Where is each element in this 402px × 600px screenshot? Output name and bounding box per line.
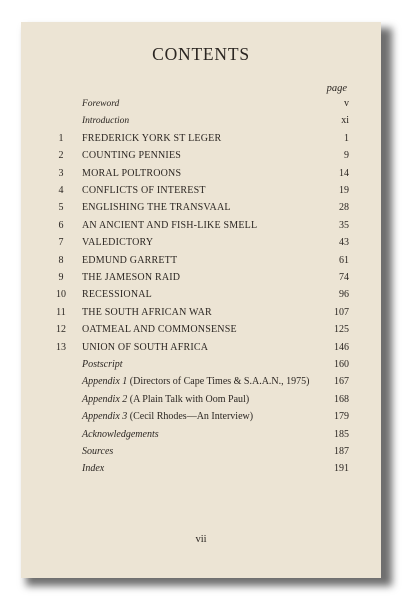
chapter-number: 8 bbox=[58, 254, 64, 266]
entry-page: 19 bbox=[339, 185, 349, 196]
entry-label: Sources bbox=[82, 446, 114, 457]
toc-row-chapter bbox=[21, 253, 381, 269]
chapter-title: OATMEAL AND COMMONSENSE bbox=[82, 324, 237, 336]
entry-detail: (Cecil Rhodes—An Interview) bbox=[127, 411, 254, 423]
page-column-label: page bbox=[326, 83, 347, 94]
chapter-number: 5 bbox=[58, 202, 64, 214]
chapter-number: 6 bbox=[58, 219, 64, 231]
chapter-number: 13 bbox=[56, 341, 66, 353]
toc-row-chapter bbox=[21, 148, 381, 164]
entry-page: 191 bbox=[334, 463, 349, 475]
entry-page: 35 bbox=[339, 219, 349, 231]
entry-page: 96 bbox=[339, 289, 349, 301]
toc-row-back-matter bbox=[21, 444, 381, 460]
entry-page: 28 bbox=[339, 202, 349, 214]
page-folio: vii bbox=[195, 534, 207, 545]
entry-page: 107 bbox=[334, 306, 349, 318]
toc-row-back-matter bbox=[21, 392, 381, 408]
chapter-number: 10 bbox=[56, 289, 66, 301]
entry-page: 1 bbox=[344, 132, 349, 144]
entry-page: 43 bbox=[339, 237, 349, 249]
toc-row-chapter bbox=[21, 340, 381, 356]
book-page bbox=[21, 22, 381, 578]
chapter-title: THE JAMESON RAID bbox=[82, 272, 181, 283]
entry-page: 146 bbox=[334, 341, 349, 353]
chapter-number: 1 bbox=[58, 132, 64, 144]
entry-title bbox=[82, 374, 309, 390]
toc-row-chapter bbox=[21, 131, 381, 147]
entry-detail: (A Plain Talk with Oom Paul) bbox=[127, 393, 250, 405]
toc-row-chapter bbox=[21, 270, 381, 286]
entry-label: Appendix 3 bbox=[82, 411, 128, 423]
entry-title bbox=[82, 392, 249, 408]
chapter-number: 4 bbox=[58, 185, 64, 196]
entry-title bbox=[82, 427, 159, 443]
entry-page: 179 bbox=[334, 411, 349, 423]
entry-page: 160 bbox=[334, 359, 349, 370]
entry-page: v bbox=[344, 98, 349, 109]
toc-row-chapter bbox=[21, 166, 381, 182]
chapter-title: AN ANCIENT AND FISH-LIKE SMELL bbox=[82, 219, 258, 231]
chapter-title: VALEDICTORY bbox=[82, 237, 154, 249]
entry-title: Introduction bbox=[82, 116, 130, 127]
entry-page: xi bbox=[341, 115, 349, 127]
entry-title bbox=[82, 461, 104, 477]
entry-label: Acknowledgements bbox=[82, 428, 159, 440]
chapter-number: 2 bbox=[58, 150, 64, 162]
entry-title bbox=[82, 409, 253, 425]
chapter-title: ENGLISHING THE TRANSVAAL bbox=[82, 202, 231, 214]
chapter-number: 12 bbox=[56, 324, 66, 336]
entry-page: 125 bbox=[334, 324, 349, 336]
toc-row-chapter bbox=[21, 183, 381, 199]
toc-row-chapter bbox=[21, 200, 381, 216]
toc-row-chapter bbox=[21, 218, 381, 234]
chapter-title: CONFLICTS OF INTEREST bbox=[82, 185, 206, 196]
chapter-title: FREDERICK YORK ST LEGER bbox=[82, 132, 222, 144]
chapter-title: EDMUND GARRETT bbox=[82, 254, 178, 266]
entry-title bbox=[82, 444, 113, 460]
chapter-number: 7 bbox=[58, 237, 64, 249]
chapter-title: THE SOUTH AFRICAN WAR bbox=[82, 306, 212, 318]
entry-page: 9 bbox=[344, 150, 349, 162]
chapter-title: RECESSIONAL bbox=[82, 289, 152, 301]
entry-page: 14 bbox=[339, 167, 349, 179]
toc-row-front-matter bbox=[21, 113, 381, 129]
toc-row-back-matter bbox=[21, 409, 381, 425]
chapter-title: MORAL POLTROONS bbox=[82, 167, 182, 179]
entry-detail: (Directors of Cape Times & S.A.A.N., 1975) bbox=[127, 376, 310, 388]
entry-label: Appendix 2 bbox=[82, 393, 128, 405]
toc-row-back-matter bbox=[21, 427, 381, 443]
toc-row-chapter bbox=[21, 235, 381, 251]
entry-page: 61 bbox=[339, 254, 349, 266]
entry-page: 74 bbox=[339, 272, 349, 283]
toc-row-chapter bbox=[21, 305, 381, 321]
entry-title bbox=[82, 357, 123, 373]
entry-label: Index bbox=[82, 463, 105, 475]
toc-row-chapter bbox=[21, 287, 381, 303]
chapter-title: UNION OF SOUTH AFRICA bbox=[82, 341, 209, 353]
chapter-number: 11 bbox=[56, 306, 66, 318]
toc-row-front-matter bbox=[21, 96, 381, 112]
entry-label: Postscript bbox=[82, 359, 123, 370]
chapter-number: 3 bbox=[58, 167, 64, 179]
entry-page: 187 bbox=[334, 446, 349, 457]
entry-label: Appendix 1 bbox=[82, 376, 128, 388]
toc-row-back-matter bbox=[21, 374, 381, 390]
toc-row-back-matter bbox=[21, 461, 381, 477]
chapter-title: COUNTING PENNIES bbox=[82, 150, 182, 162]
entry-title: Foreword bbox=[82, 99, 120, 109]
toc-row-chapter bbox=[21, 322, 381, 338]
contents-heading: CONTENTS bbox=[152, 44, 250, 64]
entry-page: 185 bbox=[334, 428, 349, 440]
entry-page: 167 bbox=[334, 376, 349, 388]
toc-row-back-matter bbox=[21, 357, 381, 373]
entry-page: 168 bbox=[334, 393, 349, 405]
chapter-number: 9 bbox=[58, 272, 64, 283]
